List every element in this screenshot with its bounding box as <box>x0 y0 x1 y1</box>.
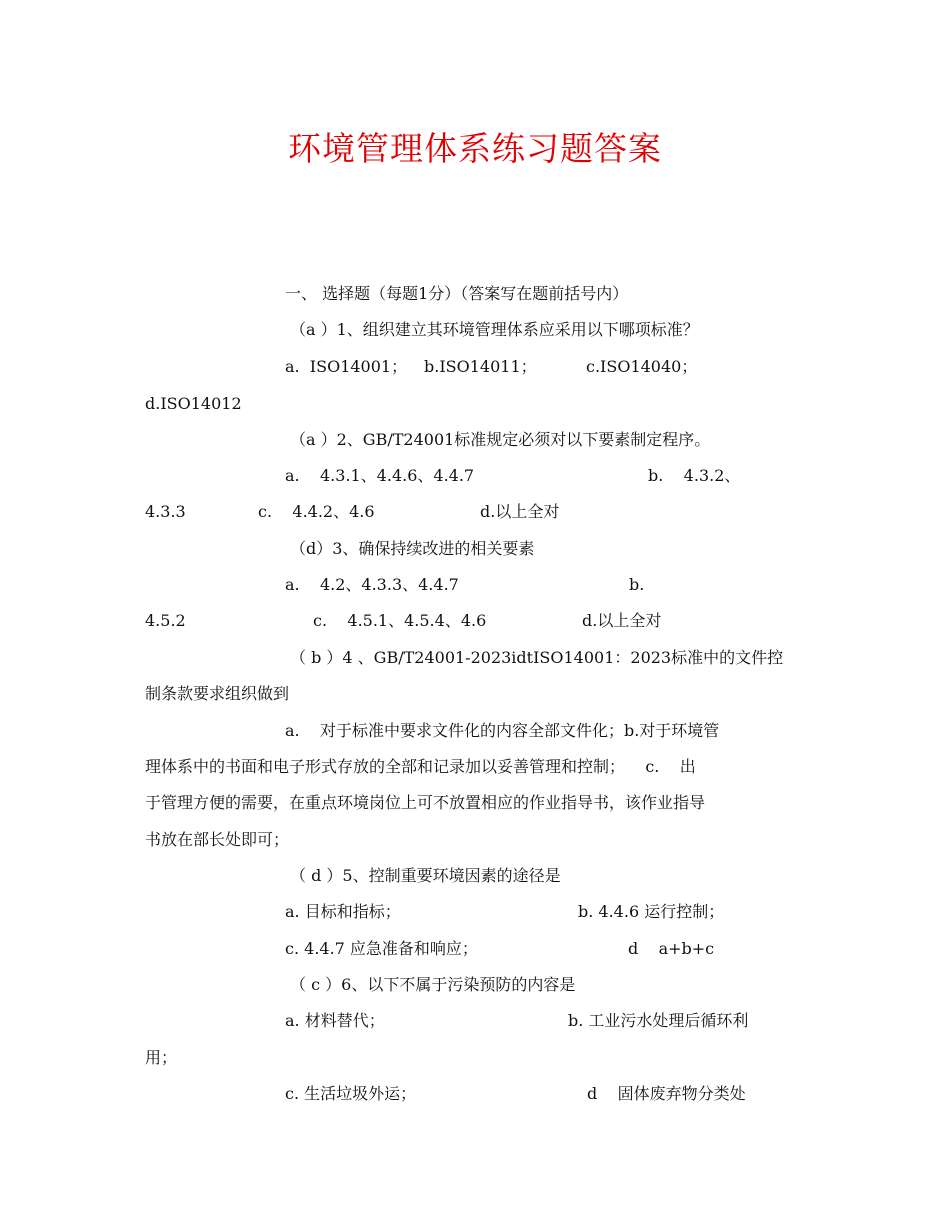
question-1-stem: （a ）1、组织建立其环境管理体系应采用以下哪项标准？ <box>290 320 699 339</box>
q2-option-b-continued: 4.3.3 <box>145 502 186 521</box>
question-4-stem-continued: 制条款要求组织做到 <box>145 684 290 703</box>
q3-option-d: d.以上全对 <box>582 611 662 630</box>
q6-option-b: b. 工业污水处理后循环利 <box>568 1011 749 1030</box>
q4-options-line-1: a. 对于标准中要求文件化的内容全部文件化；b.对于环境管 <box>285 721 720 740</box>
document-title: 环境管理体系练习题答案 <box>288 129 662 168</box>
q2-option-a: a. 4.3.1、4.4.6、4.4.7 <box>285 466 475 485</box>
q3-option-c: c. 4.5.1、4.5.4、4.6 <box>313 611 487 630</box>
q4-options-line-4: 书放在部长处即可； <box>145 830 290 849</box>
question-4-stem: （ b ）4 、GB/T24001-2023idtISO14001：2023标准中的文件控 <box>290 648 784 667</box>
q6-option-b-continued: 用； <box>145 1048 178 1067</box>
q1-option-b: b.ISO14011； <box>424 357 537 376</box>
q5-option-c: c. 4.4.7 应急准备和响应； <box>285 939 478 958</box>
q3-option-a: a. 4.2、4.3.3、4.4.7 <box>285 575 459 594</box>
q6-option-c: c. 生活垃圾外运； <box>285 1084 417 1103</box>
q3-option-b: b. <box>629 575 645 594</box>
q1-option-c: c.ISO14040； <box>586 357 698 376</box>
q1-option-d: d.ISO14012 <box>145 394 242 413</box>
q4-options-line-2: 理体系中的书面和电子形式存放的全部和记录加以妥善管理和控制； c. 出 <box>145 757 696 776</box>
question-5-stem: （ d ）5、控制重要环境因素的途径是 <box>290 866 561 885</box>
q1-option-a: a. ISO14001； <box>285 357 408 376</box>
question-3-stem: （d）3、确保持续改进的相关要素 <box>290 539 535 558</box>
q2-option-d: d.以上全对 <box>480 502 560 521</box>
q5-option-a: a. 目标和指标； <box>285 902 401 921</box>
q2-option-c: c. 4.4.2、4.6 <box>258 502 375 521</box>
q3-option-b-continued: 4.5.2 <box>145 611 186 630</box>
q5-option-d: d a+b+c <box>628 939 715 958</box>
question-2-stem: （a ）2、GB/T24001标准规定必须对以下要素制定程序。 <box>290 430 711 449</box>
q4-options-line-3: 于管理方便的需要，在重点环境岗位上可不放置相应的作业指导书，该作业指导 <box>145 793 706 812</box>
section-heading: 一、 选择题（每题1分）（答案写在题前括号内） <box>285 284 629 303</box>
q5-option-b: b. 4.4.6 运行控制； <box>578 902 725 921</box>
question-6-stem: （ c ）6、以下不属于污染预防的内容是 <box>290 975 576 994</box>
q2-option-b: b. 4.3.2、 <box>648 466 741 485</box>
q6-option-a: a. 材料替代； <box>285 1011 385 1030</box>
q6-option-d: d 固体废弃物分类处 <box>587 1084 746 1103</box>
